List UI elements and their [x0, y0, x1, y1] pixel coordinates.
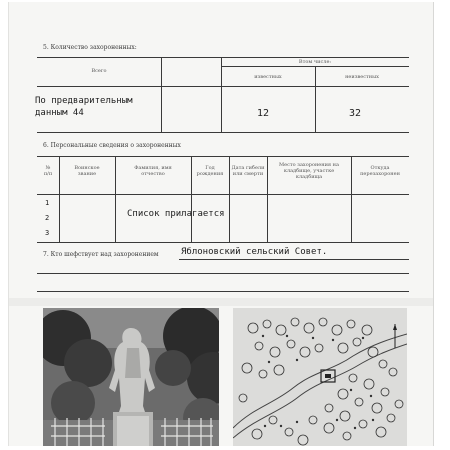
sheet-fold [9, 298, 433, 306]
table6-header-name: Фамилия, имя отчество [134, 165, 172, 177]
table6-header-rank: Воинское звание [74, 165, 100, 177]
row-number-3: 3 [45, 229, 50, 237]
table6-header-burial-place: Место захоронения на кладбище, участке кладбища [278, 162, 339, 180]
table5-header-total: Всего [91, 68, 107, 74]
site-plan-image [233, 308, 407, 446]
table5-bottom-border [37, 132, 409, 133]
section-7-label: 7. Кто шефствует над захоронением [43, 251, 159, 258]
section-6-title: 6. Персональные сведения о захороненных [43, 142, 181, 149]
monument-photo-image [43, 308, 219, 446]
site-plan-sketch [233, 308, 407, 446]
row-number-2: 2 [45, 214, 50, 222]
table5-header-unknown: неизвестных [345, 74, 379, 80]
table6-header-bottom-border [37, 194, 409, 195]
list-attached-note: Список прилагается [127, 209, 225, 219]
document-sheet [8, 2, 434, 446]
table5-divider-2 [221, 57, 222, 132]
unknown-value: 32 [349, 108, 362, 119]
table6-header-death-date: Дата гибели или смерти [231, 165, 265, 177]
patron-underline [179, 259, 409, 260]
table6-top-border [37, 156, 409, 157]
table6-header-reburied-from: Откуда перезахоронен [360, 165, 400, 177]
known-value: 12 [257, 108, 270, 119]
table6-header-num: № п/п [43, 165, 53, 177]
table5-header-bottom-border [37, 86, 409, 87]
table6-header-birth-year: Год рождения [196, 165, 224, 177]
blank-line-1 [37, 273, 409, 274]
patron-value: Яблоновский сельский Совет. [181, 247, 328, 257]
table5-top-border [37, 57, 409, 58]
table5-divider-1 [161, 57, 162, 132]
monument-photo [43, 308, 219, 446]
section-5-title: 5. Количество захороненных: [43, 44, 137, 51]
table6-bottom-border [37, 242, 409, 243]
table5-header-known: известных [254, 74, 282, 80]
table5-header-including: Втом числе: [298, 59, 332, 65]
blank-line-2 [37, 291, 409, 292]
row-number-1: 1 [45, 199, 50, 207]
total-value-line1: По предварительным [35, 96, 133, 106]
total-value-line2: данным 44 [35, 108, 84, 118]
